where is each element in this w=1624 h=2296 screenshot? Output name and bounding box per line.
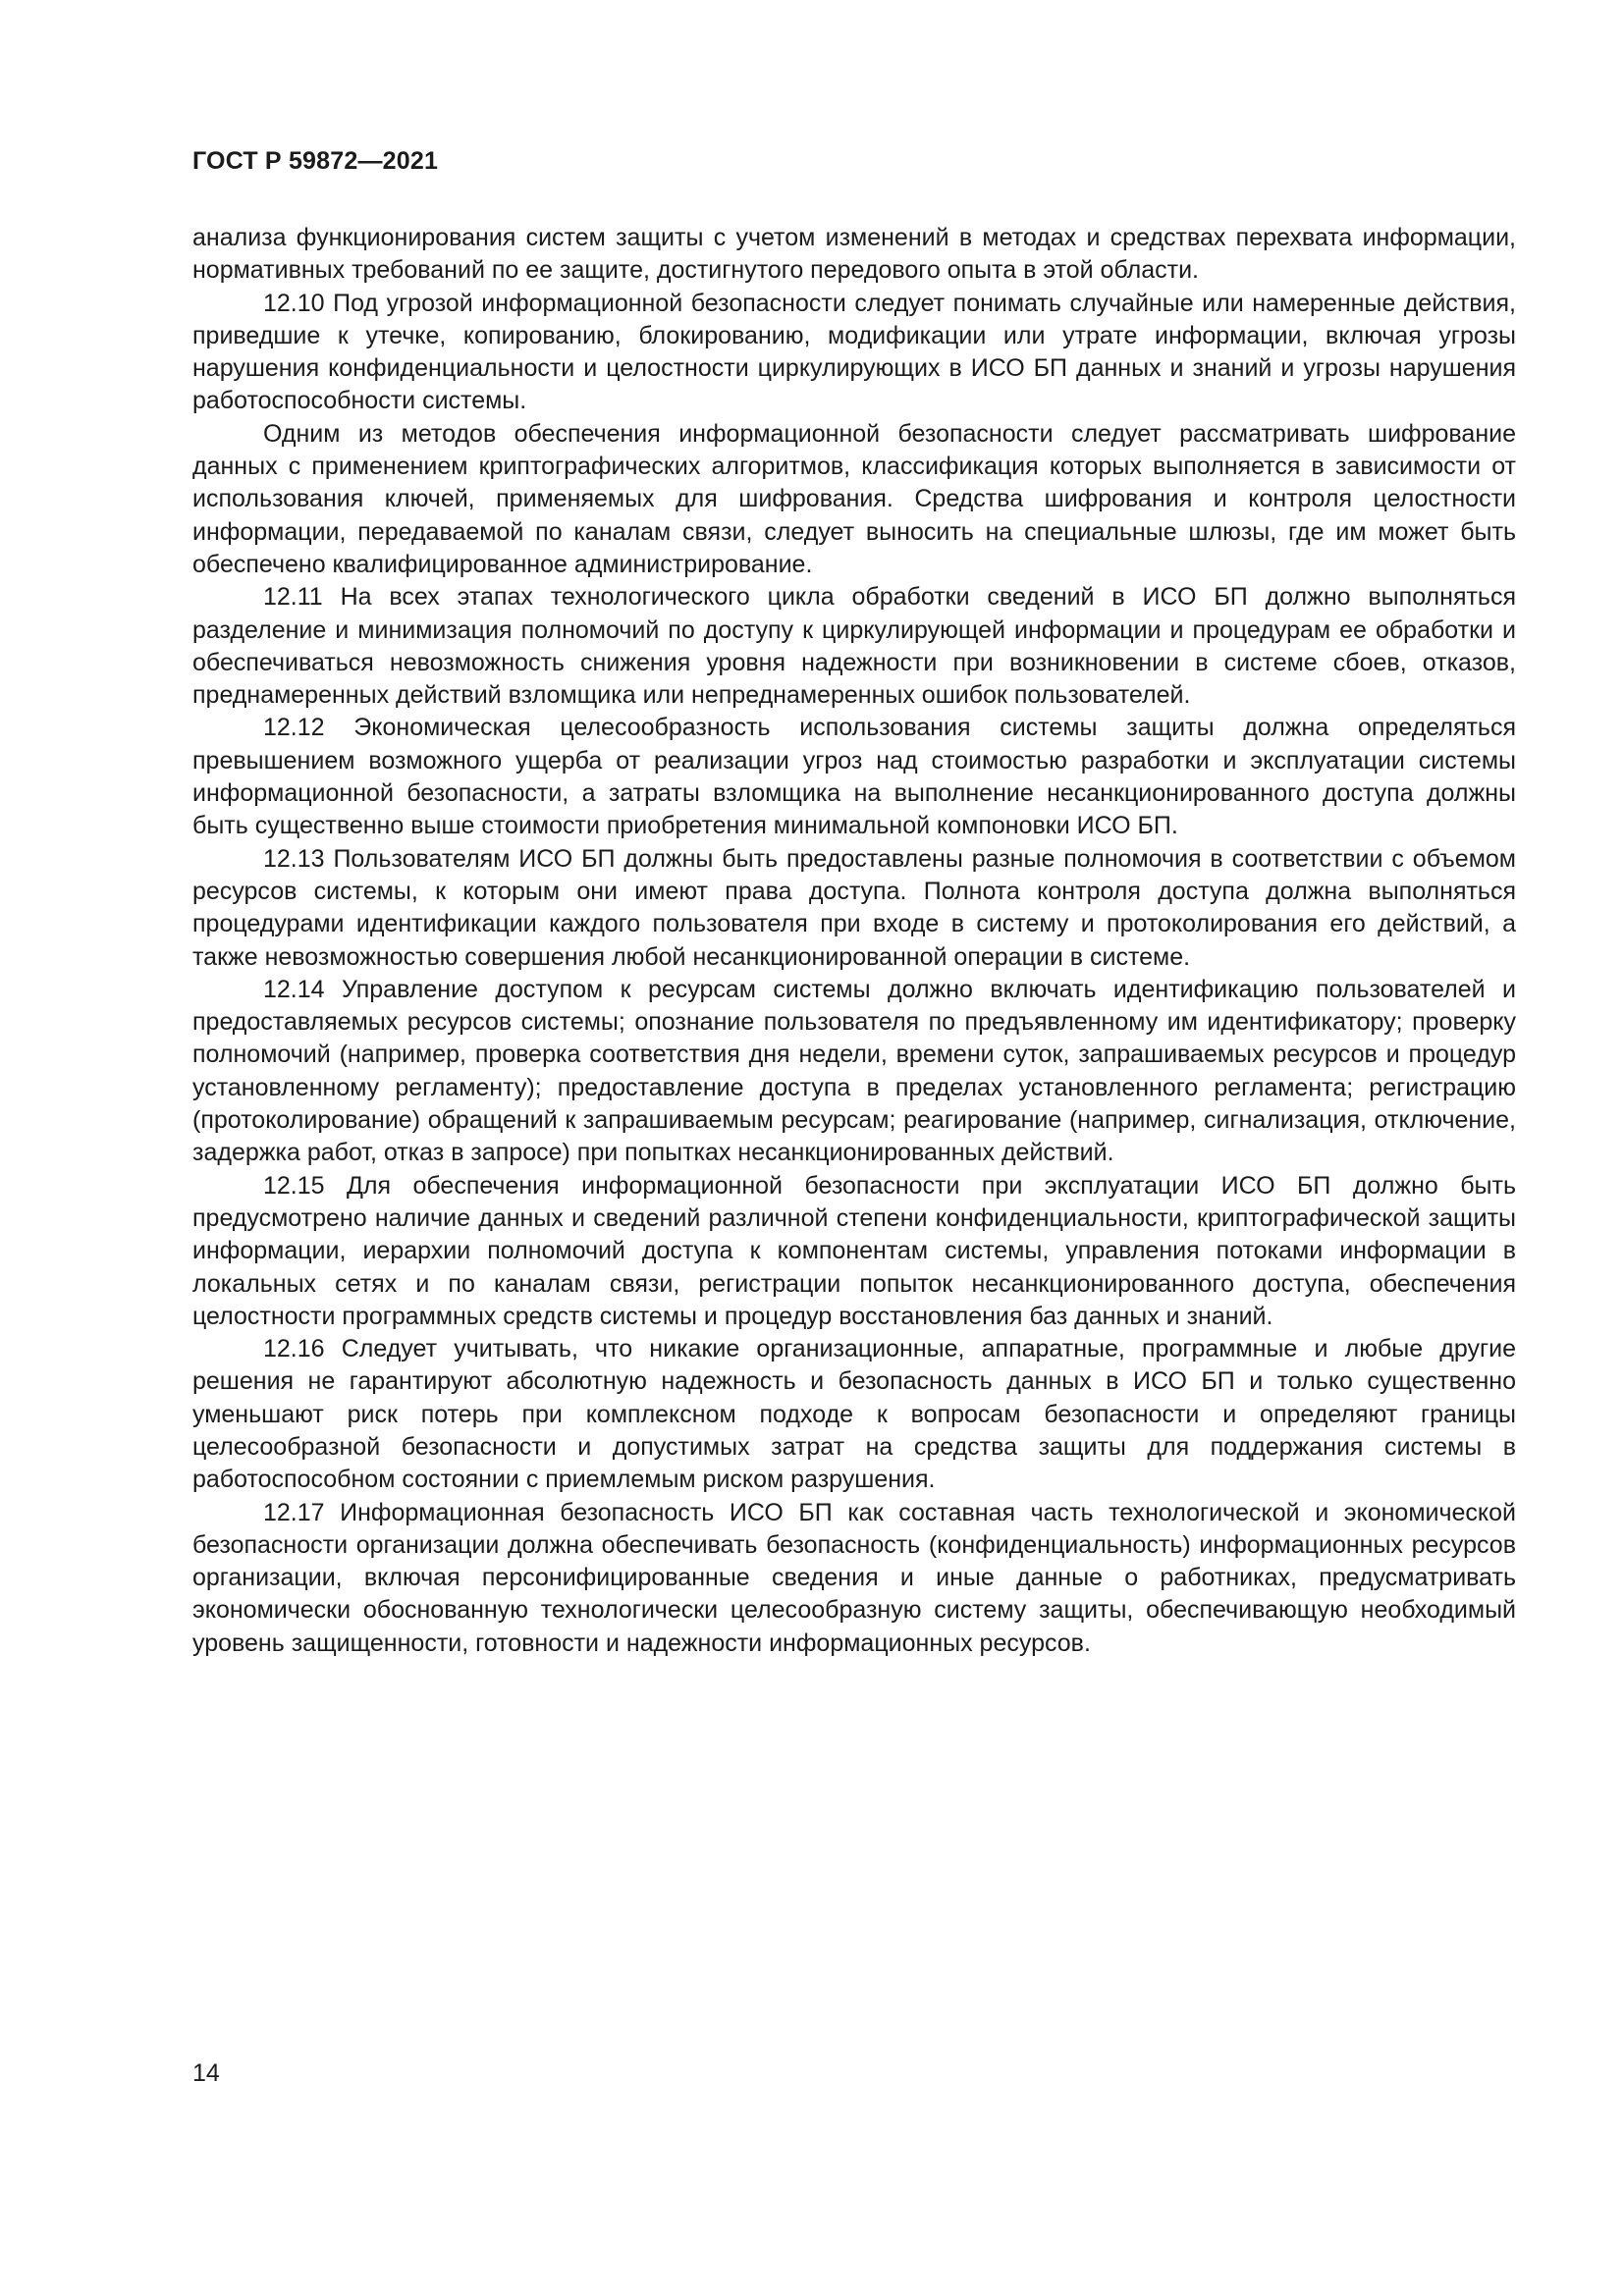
paragraph-12-15: 12.15 Для обеспечения информационной безопасности при эксплуатации ИСО БП должно быть предусмотрено наличие данных и сведений различной степени конфиденциальности, криптографической защиты информации, иерархии полномочий доступа к компонентам системы, управления потоками информации в локальных сетях и по каналам связи, регистрации попыток несанкционированного доступа, обеспечения целостности программных средств системы и процедур восстановления баз данных и знаний. xyxy=(192,1171,1516,1330)
paragraph-encryption: Одним из методов обеспечения информационной безопасности следует рассматривать шифрование данных с применением криптографических алгоритмов, классификация которых выполняется в зависимости от использования ключей, применяемых для шифрования. Средства шифрования и контроля целостности информации, передаваемой по каналам связи, следует выносить на специальные шлюзы, где им может быть обеспечено квалифицированное администрирование. xyxy=(192,419,1516,578)
paragraph-12-12: 12.12 Экономическая целесообразность использования системы защиты должна определяться превышением возможного ущерба от реализации угроз над стоимостью разработки и эксплуатации системы информационной безопасности, а затраты взломщика на выполнение несанкционированного доступа должны быть существенно выше стоимости приобретения минимальной компоновки ИСО БП. xyxy=(192,714,1516,840)
document-header: ГОСТ Р 59872—2021 xyxy=(192,147,439,175)
paragraph-12-17: 12.17 Информационная безопасность ИСО БП как составная часть технологической и экономической безопасности организации должна обеспечивать безопасность (конфиденциальность) информационных ресурсов организации, включая персонифицированные сведения и иные данные о работниках, предусматривать экономически обоснованную технологически целесообразную систему защиты, обеспечивающую необходимый уровень защищенности, готовности и надежности информационных ресурсов. xyxy=(192,1498,1516,1657)
paragraph-12-13: 12.13 Пользователям ИСО БП должны быть предоставлены разные полномочия в соответствии с объемом ресурсов системы, к которым они имеют права доступа. Полнота контроля доступа должна выполняться процедурами идентификации каждого пользователя при входе в систему и протоколирования его действий, а также невозможностью совершения любой несанкционированной операции в системе. xyxy=(192,844,1516,971)
page-number: 14 xyxy=(192,2059,220,2087)
paragraph-12-14: 12.14 Управление доступом к ресурсам системы должно включать идентификацию пользователей и предоставляемых ресурсов системы; опознание пользователя по предъявленному им идентификатору; проверку полномочий (например, проверка соответствия дня недели, времени суток, запрашиваемых ресурсов и процедур установленному регламенту); предоставление доступа в пределах установленного регламента; регистрацию (протоколирование) обращений к запрашиваемым ресурсам; реагирование (например, сигнализация, отключение, задержка работ, отказ в запросе) при попытках несанкционированных действий. xyxy=(192,975,1516,1167)
document-body xyxy=(192,222,1516,1660)
paragraph-12-16: 12.16 Следует учитывать, что никакие организационные, аппаратные, программные и любые другие решения не гарантируют абсолютную надежность и безопасность данных в ИСО БП и только существенно уменьшают риск потерь при комплексном подходе к вопросам безопасности и определяют границы целесообразной безопасности и допустимых затрат на средства защиты для поддержания системы в работоспособном состоянии с приемлемым риском разрушения. xyxy=(192,1335,1516,1494)
paragraph-continuation: анализа функционирования систем защиты с учетом изменений в методах и средствах перехвата информации, нормативных требований по ее защите, достигнутого передового опыта в этой области. xyxy=(192,224,1516,285)
paragraph-12-10: 12.10 Под угрозой информационной безопасности следует понимать случайные или намеренные действия, приведшие к утечке, копированию, блокированию, модификации или утрате информации, включая угрозы нарушения конфиденциальности и целостности циркулирующих в ИСО БП данных и знаний и угрозы нарушения работоспособности системы. xyxy=(192,289,1516,415)
paragraph-12-11: 12.11 На всех этапах технологического цикла обработки сведений в ИСО БП должно выполняться разделение и минимизация полномочий по доступу к циркулирующей информации и процедурам ее обработки и обеспечиваться невозможность снижения уровня надежности при возникновении в системе сбоев, отказов, преднамеренных действий взломщика или непреднамеренных ошибок пользователей. xyxy=(192,583,1516,710)
